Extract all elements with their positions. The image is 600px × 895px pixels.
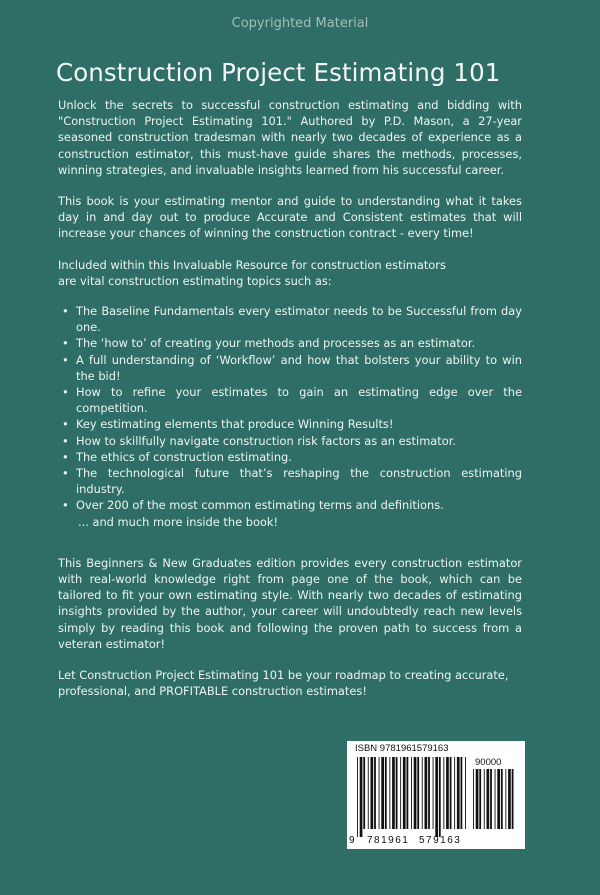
topics-intro-paragraph: Included within this Invaluable Resource for construction estimators are vital construction estimating topics such as: <box>58 257 446 288</box>
barcode-digit-group-2: 579163 <box>419 835 462 846</box>
list-item: • The technological future that’s reshaping the construction estimating industry. <box>62 466 522 497</box>
edition-paragraph: This Beginners & New Graduates edition provides every construction estimator with real-world knowledge right from page one of the book, which can be tailored to fit your own estimating style. With nearly two decades of estimating insights provided by the author, your career will undoubtedly reach new levels simply by reading this book and following the proven path to success from a veteran estimator! <box>58 555 522 651</box>
bullet-icon: • <box>62 433 69 448</box>
barcode-digit-group-1: 781961 <box>367 835 410 846</box>
list-item: • Over 200 of the most common estimating terms and definitions. <box>62 498 444 513</box>
more-inside-text: ... and much more inside the book! <box>78 514 279 529</box>
bullet-icon: • <box>62 449 69 464</box>
barcode-digit-first: 9 <box>349 835 355 846</box>
book-title: Construction Project Estimating 101 <box>56 58 501 87</box>
isbn-label: ISBN 9781961579163 <box>355 743 449 754</box>
list-item: • The ‘how to’ of creating your methods and processes as an estimator. <box>62 336 476 351</box>
intro-paragraph: Unlock the secrets to successful construction estimating and bidding with "Construction Project Estimating 101." Authored by P.D. Mason, a 27-year seasoned construction tradesman with nearly two decades of experience as a construction estimator, this must-have guide shares the methods, processes, winning strategies, and invaluable insights learned from his successful career. <box>58 98 522 177</box>
copyright-watermark: Copyrighted Material <box>231 16 369 31</box>
list-item: • A full understanding of ‘Workflow’ and how that bolsters your ability to win the bid! <box>62 352 522 383</box>
closing-paragraph: Let Construction Project Estimating 101 be your roadmap to creating accurate, professional, and PROFITABLE construction estimates! <box>58 668 509 699</box>
list-item: • How to refine your estimates to gain an estimating edge over the competition. <box>62 385 522 416</box>
list-item: • Key estimating elements that produce Winning Results! <box>62 417 394 432</box>
bullet-icon: • <box>62 336 69 351</box>
back-cover-description <box>58 97 522 715</box>
list-item: • The Baseline Fundamentals every estimator needs to be Successful from day one. <box>62 304 522 335</box>
addon-code: 90000 <box>475 757 502 768</box>
bullet-icon: • <box>62 352 69 367</box>
addon-barcode-bars <box>473 769 517 837</box>
list-item: • How to skillfully navigate construction risk factors as an estimator. <box>62 433 456 448</box>
topics-list <box>58 303 522 514</box>
ean-barcode-bars <box>357 757 469 837</box>
bullet-icon: • <box>62 417 69 432</box>
bullet-icon: • <box>62 385 69 400</box>
bullet-icon: • <box>62 466 69 481</box>
mentor-paragraph: This book is your estimating mentor and guide to understanding what it takes day in and day out to produce Accurate and Consistent estimates that will increase your chances of winning the construction contract - every time! <box>58 194 522 241</box>
bullet-icon: • <box>62 304 69 319</box>
isbn-barcode <box>347 741 525 849</box>
list-item: • The ethics of construction estimating. <box>62 449 292 464</box>
bullet-icon: • <box>62 498 69 513</box>
